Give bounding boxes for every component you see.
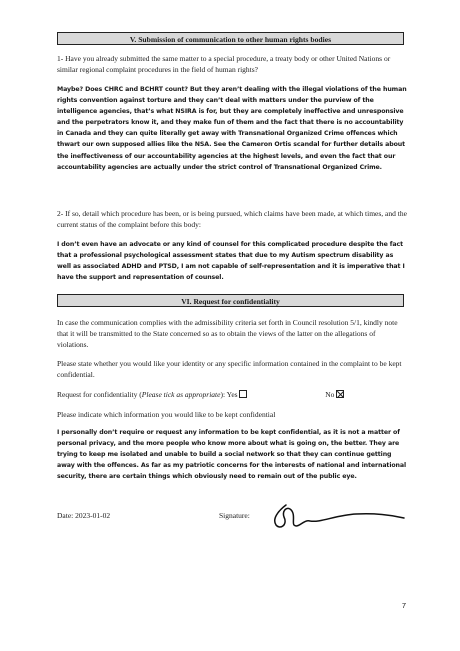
- confidentiality-request-row: [57, 389, 407, 400]
- answer-1: Maybe? Does CHRC and BCHRT count? But they aren’t dealing with the illegal violations of the human rights convention against torture and they can’t deal with matters under the purview of the intelligence agencies, that’s what NSIRA is for, but they are completely ineffective and unresponsive and the perpetrators know it, and they make fun of them and the fact that there is no accountability in Canada and they can quite literally get away with Transnational Organized Crime offences which thwart our own supposed allies like the NSA. See the Cameron Ortis scandal for further details about the ineffectiveness of our accountability agencies at the highest levels, and even the fact that our accountability agencies are actually under the strict control of Transnational Organized Crime.: [57, 86, 407, 171]
- request-hint: Please tick as appropriate: [141, 390, 221, 399]
- section-5-header: V. Submission of communication to other human rights bodies: [57, 32, 404, 45]
- confidentiality-paragraph-1: In case the communication complies with the admissibility criteria set forth in Council resolution 5/1, kindly note that it will be transmitted to the State concerned so as to obtain the views of the latter on the allegations of violations.: [57, 318, 398, 349]
- question-2-number: 2-: [57, 209, 64, 218]
- handwritten-signature: [266, 499, 416, 533]
- question-2-text: If so, detail which procedure has been, or is being pursued, which claims have been made, at which times, and the current status of the complaint before this body:: [57, 209, 407, 229]
- confidentiality-paragraph-2: Please state whether you would like your identity or any specific information contained in the complaint to be kept confidential.: [57, 359, 402, 379]
- question-1-number: 1-: [57, 54, 64, 63]
- page-number: 7: [401, 601, 406, 610]
- yes-label: Yes: [226, 390, 238, 399]
- question-2: [57, 208, 407, 230]
- request-close: ):: [220, 390, 226, 399]
- no-checkbox[interactable]: [336, 390, 344, 398]
- question-1-text: Have you already submitted the same matter to a special procedure, a treaty body or other United Nations or similar regional complaint procedures in the field of human rights?: [57, 54, 391, 74]
- date-field: Date: 2023-01-02: [57, 511, 111, 520]
- question-1: [57, 53, 407, 75]
- answer-3: I personally don’t require or request any information to be kept confidential, as it is not a matter of personal privacy, and the more people who know more about what is going on, the better. They are trying to keep me isolated and unable to build a social network so that they can continue getting away with the offences. As far as my patriotic concerns for the interests of national and international security, there are certain things which obviously need to remain out of the public eye.: [57, 429, 407, 481]
- request-label: Request for confidentiality (: [57, 390, 142, 399]
- no-label: No: [325, 390, 335, 399]
- signature-label: Signature:: [219, 511, 250, 520]
- answer-2: I don’t even have an advocate or any kind of counsel for this complicated procedure despite the fact that a professional psychological assessment states that due to my Autism spectrum disability as well as associated ADHD and PTSD, I am not capable of self-representation and it is imperative that I have the support and representation of counsel.: [57, 241, 405, 282]
- confidentiality-paragraph-3: Please indicate which information you would like to be kept confidential: [57, 410, 276, 419]
- yes-checkbox[interactable]: [239, 390, 247, 398]
- section-6-header: VI. Request for confidentiality: [57, 294, 404, 307]
